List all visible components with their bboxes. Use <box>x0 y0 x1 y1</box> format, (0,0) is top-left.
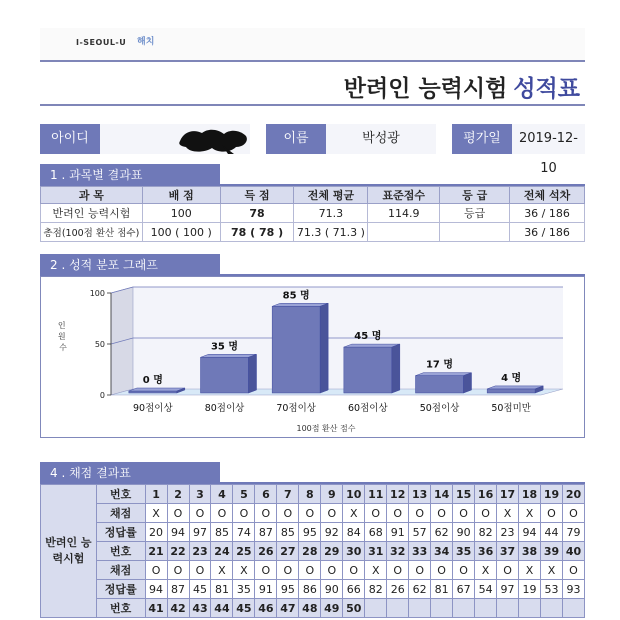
col-score: 득 점 <box>220 187 294 204</box>
question-number: 25 <box>233 542 255 561</box>
mark-cell: O <box>277 561 299 580</box>
rate-cell: 91 <box>387 523 409 542</box>
rate-cell: 79 <box>562 523 584 542</box>
question-number: 27 <box>277 542 299 561</box>
table-row <box>41 223 585 242</box>
question-number: 28 <box>299 542 321 561</box>
question-number <box>497 599 519 618</box>
rate-cell: 87 <box>167 580 189 599</box>
mark-cell: O <box>145 561 167 580</box>
question-number <box>541 599 563 618</box>
data-label: 85 명 <box>282 290 310 302</box>
question-number: 6 <box>255 485 277 504</box>
mark-cell: X <box>519 504 541 523</box>
question-number: 48 <box>299 599 321 618</box>
question-number: 39 <box>541 542 563 561</box>
row-label: 채점 <box>96 504 145 523</box>
table-row <box>41 504 585 523</box>
question-number: 26 <box>255 542 277 561</box>
question-number <box>365 599 387 618</box>
mark-cell: O <box>387 504 409 523</box>
redaction-mark <box>178 127 250 155</box>
x-tick-label: 80점이상 <box>204 403 245 414</box>
rate-cell: 26 <box>387 580 409 599</box>
question-number: 36 <box>475 542 497 561</box>
data-label: 17 명 <box>425 359 454 371</box>
bar-3 <box>272 303 328 393</box>
rate-cell: 94 <box>167 523 189 542</box>
bar-4 <box>344 344 400 393</box>
col-max: 배 점 <box>142 187 220 204</box>
name-label: 이름 <box>266 124 326 154</box>
mark-cell: X <box>519 561 541 580</box>
cell: 78 ( 78 ) <box>220 223 294 242</box>
title-main: 반려인 능력시험 <box>343 76 508 102</box>
question-number: 38 <box>519 542 541 561</box>
question-number: 3 <box>189 485 211 504</box>
rate-cell: 82 <box>365 580 387 599</box>
rate-cell: 91 <box>255 580 277 599</box>
rate-cell: 85 <box>277 523 299 542</box>
cell: 총점(100점 환산 점수) <box>41 223 143 242</box>
cell: 100 ( 100 ) <box>142 223 220 242</box>
question-number: 1 <box>145 485 167 504</box>
iseoulu-logo: I-SEOUL-U <box>76 38 127 47</box>
question-number: 29 <box>321 542 343 561</box>
rate-cell: 23 <box>497 523 519 542</box>
cell: 반려인 능력시험 <box>41 204 143 223</box>
row-label: 번호 <box>96 542 145 561</box>
rate-cell: 66 <box>343 580 365 599</box>
question-number: 8 <box>299 485 321 504</box>
haechi-logo: 해치 <box>137 37 155 47</box>
mark-cell: O <box>387 561 409 580</box>
rate-cell: 86 <box>299 580 321 599</box>
row-label: 정답률 <box>96 523 145 542</box>
mark-cell: O <box>321 504 343 523</box>
mark-cell: X <box>475 561 497 580</box>
table-row <box>41 485 585 504</box>
mark-cell: O <box>409 504 431 523</box>
question-number: 35 <box>453 542 475 561</box>
rate-cell: 97 <box>497 580 519 599</box>
subject-results-table <box>40 186 585 242</box>
table-row <box>41 580 585 599</box>
mark-cell: O <box>453 561 475 580</box>
mark-cell: O <box>497 561 519 580</box>
question-number: 40 <box>562 542 584 561</box>
question-number <box>409 599 431 618</box>
col-grade: 등 급 <box>440 187 510 204</box>
question-number: 44 <box>211 599 233 618</box>
question-number <box>519 599 541 618</box>
question-number: 7 <box>277 485 299 504</box>
mark-cell: O <box>233 504 255 523</box>
question-number: 37 <box>497 542 519 561</box>
table-row <box>41 523 585 542</box>
row-label: 번호 <box>96 485 145 504</box>
mark-cell: O <box>475 504 497 523</box>
question-number: 12 <box>387 485 409 504</box>
section2-title: 2 . 성적 분포 그래프 <box>40 254 220 276</box>
y-tick-label: 50 <box>94 340 105 349</box>
mark-cell: O <box>431 561 453 580</box>
question-number: 49 <box>321 599 343 618</box>
cell: 71.3 ( 71.3 ) <box>294 223 368 242</box>
mark-cell: O <box>211 504 233 523</box>
question-number: 13 <box>409 485 431 504</box>
rate-cell: 94 <box>145 580 167 599</box>
question-number: 22 <box>167 542 189 561</box>
col-rank: 전체 석차 <box>510 187 585 204</box>
cell: 71.3 <box>294 204 368 223</box>
mark-cell: O <box>277 504 299 523</box>
x-tick-label: 90점이상 <box>133 403 173 414</box>
x-tick-label: 70점이상 <box>276 403 316 414</box>
question-number: 17 <box>497 485 519 504</box>
col-average: 전체 평균 <box>294 187 368 204</box>
rate-cell: 20 <box>145 523 167 542</box>
mark-cell: X <box>211 561 233 580</box>
bar-2 <box>201 354 257 393</box>
question-number: 15 <box>453 485 475 504</box>
mark-cell: X <box>233 561 255 580</box>
bar-5 <box>416 373 472 393</box>
mark-cell: X <box>343 504 365 523</box>
title-accent: 성적표 <box>513 76 580 102</box>
rate-cell: 53 <box>541 580 563 599</box>
id-label: 아이디 <box>40 124 100 154</box>
mark-cell: X <box>145 504 167 523</box>
question-number: 33 <box>409 542 431 561</box>
rate-cell: 81 <box>211 580 233 599</box>
distribution-chart-frame <box>40 276 585 438</box>
question-number: 41 <box>145 599 167 618</box>
rate-cell: 44 <box>541 523 563 542</box>
mark-cell: O <box>365 504 387 523</box>
rate-cell: 81 <box>431 580 453 599</box>
mark-cell: X <box>497 504 519 523</box>
rate-cell: 87 <box>255 523 277 542</box>
mark-cell: O <box>541 504 563 523</box>
question-number <box>453 599 475 618</box>
question-number: 34 <box>431 542 453 561</box>
x-tick-label: 60점이상 <box>348 403 388 414</box>
row-label: 번호 <box>96 599 145 618</box>
mark-cell: O <box>431 504 453 523</box>
rate-cell: 92 <box>321 523 343 542</box>
rate-cell: 84 <box>343 523 365 542</box>
rate-cell: 90 <box>453 523 475 542</box>
top-rule <box>40 60 585 62</box>
x-axis-label: 100점 환산 점수 <box>296 424 356 433</box>
question-number: 21 <box>145 542 167 561</box>
rate-cell: 74 <box>233 523 255 542</box>
question-number <box>431 599 453 618</box>
mark-cell: O <box>255 504 277 523</box>
table-row <box>41 204 585 223</box>
mark-cell: O <box>255 561 277 580</box>
col-subject: 과 목 <box>41 187 143 204</box>
date-value: 2019-12-10 <box>512 124 585 154</box>
mark-cell: O <box>189 504 211 523</box>
rate-cell: 68 <box>365 523 387 542</box>
table-header-row <box>41 187 585 204</box>
table-row <box>41 599 585 618</box>
question-number: 30 <box>343 542 365 561</box>
mark-cell: O <box>167 504 189 523</box>
rate-cell: 54 <box>475 580 497 599</box>
mark-cell: O <box>321 561 343 580</box>
col-std-score: 표준점수 <box>368 187 440 204</box>
cell <box>440 223 510 242</box>
y-tick-label: 0 <box>99 391 105 400</box>
mark-cell: O <box>562 561 584 580</box>
question-number: 47 <box>277 599 299 618</box>
mark-cell: X <box>365 561 387 580</box>
rate-cell: 82 <box>475 523 497 542</box>
y-axis-label: 인 원 수 <box>57 321 67 352</box>
question-number <box>475 599 497 618</box>
grading-results-table <box>40 484 585 618</box>
question-number: 4 <box>211 485 233 504</box>
mark-cell: X <box>541 561 563 580</box>
date-label: 평가일 <box>452 124 512 154</box>
question-number: 50 <box>343 599 365 618</box>
cell: 100 <box>142 204 220 223</box>
y-tick-label: 100 <box>89 289 105 298</box>
cell: 36 / 186 <box>510 223 585 242</box>
question-number: 2 <box>167 485 189 504</box>
question-number: 9 <box>321 485 343 504</box>
question-number <box>387 599 409 618</box>
rate-cell: 57 <box>409 523 431 542</box>
distribution-chart <box>41 277 586 439</box>
rate-cell: 94 <box>519 523 541 542</box>
cell <box>368 223 440 242</box>
rate-cell: 35 <box>233 580 255 599</box>
bar-6 <box>487 386 543 393</box>
rate-cell: 95 <box>277 580 299 599</box>
data-label: 0 명 <box>142 375 163 386</box>
rate-cell: 85 <box>211 523 233 542</box>
page-title <box>0 70 580 103</box>
section4-title: 4 . 채점 결과표 <box>40 462 220 484</box>
question-number: 14 <box>431 485 453 504</box>
title-rule <box>40 104 585 106</box>
table-row <box>41 561 585 580</box>
rate-cell: 97 <box>189 523 211 542</box>
subject-cell: 반려인 능력시험 <box>41 485 97 618</box>
mark-cell: O <box>453 504 475 523</box>
data-label: 35 명 <box>210 341 239 353</box>
rate-cell: 62 <box>431 523 453 542</box>
rate-cell: 19 <box>519 580 541 599</box>
mark-cell: O <box>562 504 584 523</box>
mark-cell: O <box>167 561 189 580</box>
id-value <box>100 124 250 154</box>
question-number: 16 <box>475 485 497 504</box>
rate-cell: 93 <box>562 580 584 599</box>
cell: 78 <box>220 204 294 223</box>
rate-cell: 90 <box>321 580 343 599</box>
question-number: 45 <box>233 599 255 618</box>
question-number: 20 <box>562 485 584 504</box>
data-label: 4 명 <box>501 372 522 384</box>
cell: 등급 <box>440 204 510 223</box>
mark-cell: O <box>299 561 321 580</box>
question-number <box>562 599 584 618</box>
row-label: 정답률 <box>96 580 145 599</box>
question-number: 43 <box>189 599 211 618</box>
question-number: 31 <box>365 542 387 561</box>
mark-cell: O <box>299 504 321 523</box>
x-tick-label: 50점이상 <box>419 403 460 414</box>
logo-bar <box>40 28 585 60</box>
section1-title: 1 . 과목별 결과표 <box>40 164 220 186</box>
rate-cell: 62 <box>409 580 431 599</box>
rate-cell: 67 <box>453 580 475 599</box>
question-number: 23 <box>189 542 211 561</box>
mark-cell: O <box>343 561 365 580</box>
question-number: 11 <box>365 485 387 504</box>
mark-cell: O <box>189 561 211 580</box>
table-row <box>41 542 585 561</box>
name-value: 박성광 <box>326 124 436 154</box>
cell: 114.9 <box>368 204 440 223</box>
question-number: 10 <box>343 485 365 504</box>
data-label: 45 명 <box>354 331 382 343</box>
question-number: 24 <box>211 542 233 561</box>
mark-cell: O <box>409 561 431 580</box>
bar-1 <box>129 388 185 393</box>
question-number: 5 <box>233 485 255 504</box>
x-tick-label: 50점미만 <box>491 403 531 414</box>
rate-cell: 45 <box>189 580 211 599</box>
cell: 36 / 186 <box>510 204 585 223</box>
rate-cell: 95 <box>299 523 321 542</box>
question-number: 18 <box>519 485 541 504</box>
question-number: 46 <box>255 599 277 618</box>
row-label: 채점 <box>96 561 145 580</box>
question-number: 19 <box>541 485 563 504</box>
question-number: 32 <box>387 542 409 561</box>
question-number: 42 <box>167 599 189 618</box>
